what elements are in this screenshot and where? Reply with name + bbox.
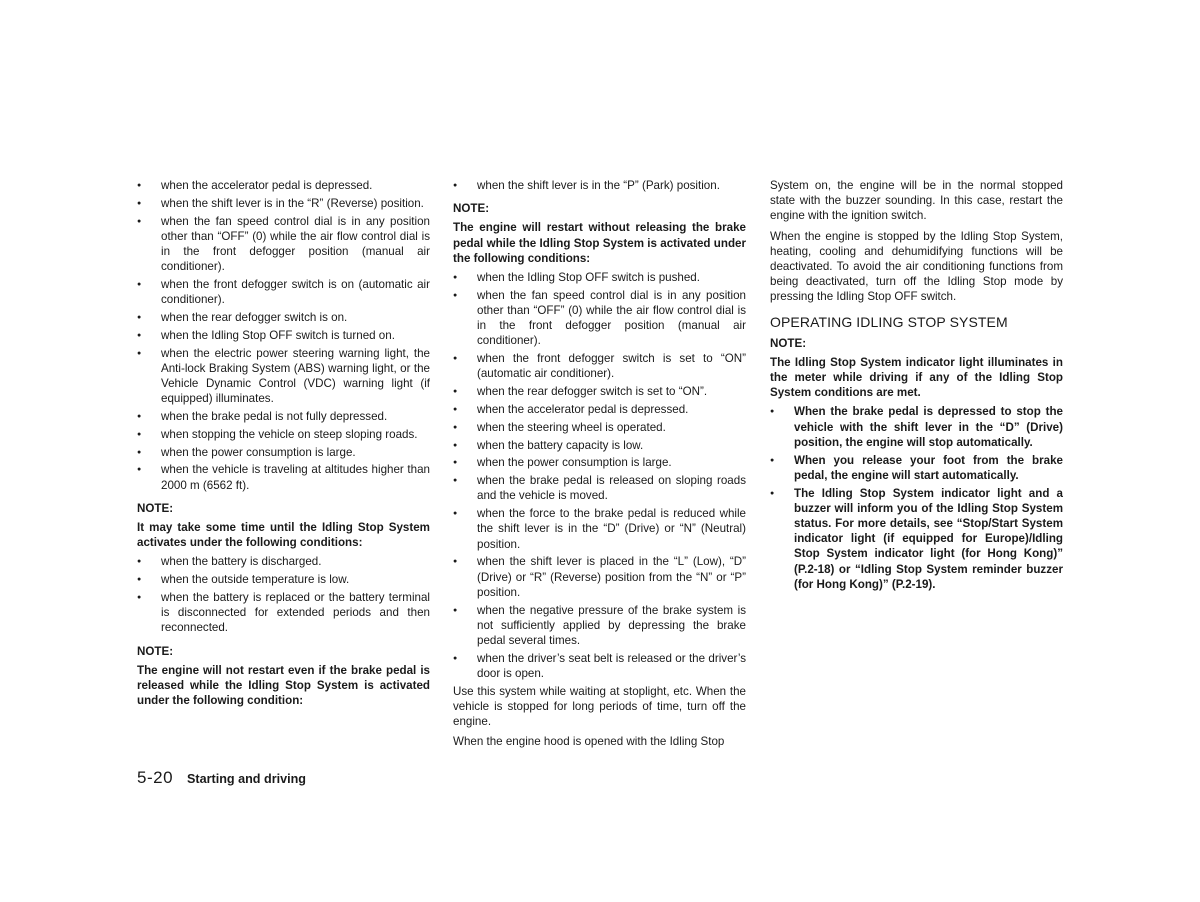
list-item: ● when the power consumption is large. bbox=[137, 445, 430, 460]
list-item: ● when the Idling Stop OFF switch is pushed. bbox=[453, 270, 746, 285]
note-label: NOTE: bbox=[770, 336, 807, 350]
list-item: ● when the brake pedal is released on sloping roads and the vehicle is moved. bbox=[453, 473, 746, 503]
list-item: ● when the power consumption is large. bbox=[453, 455, 746, 470]
list-item: ● when the fan speed control dial is in any position other than “OFF” (0) while the air flow control dial is in the front defogger position (manual air conditioner). bbox=[137, 214, 430, 275]
list-item: ● when the battery capacity is low. bbox=[453, 438, 746, 453]
note-text: The engine will restart without releasing the brake pedal while the Idling Stop System is activated under the following conditions: bbox=[453, 221, 746, 265]
list-item: ● when the front defogger switch is set to “ON” (automatic air conditioner). bbox=[453, 351, 746, 381]
list-item: ● when the brake pedal is not fully depressed. bbox=[137, 409, 430, 424]
list-item: ● when the battery is discharged. bbox=[137, 554, 430, 569]
list-item: ● when the rear defogger switch is on. bbox=[137, 310, 430, 325]
conditions-list bbox=[137, 178, 430, 493]
restart-conditions-list bbox=[453, 270, 746, 681]
conditions-list bbox=[453, 178, 746, 193]
list-item: ● when the outside temperature is low. bbox=[137, 572, 430, 587]
body-paragraph: When the engine is stopped by the Idling Stop System, heating, cooling and dehumidifying functions will be deactivated. To avoid the air conditioning functions from being deactivated, turn off the Idling Stop mode by pressing the Idling Stop OFF switch. bbox=[770, 229, 1063, 304]
list-item: ● when the shift lever is in the “R” (Reverse) position. bbox=[137, 196, 430, 211]
note-label: NOTE: bbox=[137, 501, 174, 515]
list-item: ● when the electric power steering warning light, the Anti-lock Braking System (ABS) warning light, or the Vehicle Dynamic Control (VDC) warning light (if equipped) illuminates. bbox=[137, 346, 430, 407]
body-paragraph: Use this system while waiting at stoplight, etc. When the vehicle is stopped for long periods of time, turn off the engine. bbox=[453, 684, 746, 729]
list-item: ● when the driver’s seat belt is released or the driver’s door is open. bbox=[453, 651, 746, 681]
delay-conditions-list bbox=[137, 554, 430, 635]
list-item: ● When the brake pedal is depressed to stop the vehicle with the shift lever in the “D” (Drive) position, the engine will stop automatically. bbox=[770, 404, 1063, 450]
page-number: 5-20 bbox=[137, 768, 174, 787]
operation-list bbox=[770, 404, 1063, 592]
list-item: ● When you release your foot from the brake pedal, the engine will start automatically. bbox=[770, 453, 1063, 483]
column-right bbox=[770, 178, 1063, 595]
note-text: It may take some time until the Idling Stop System activates under the following conditions: bbox=[137, 521, 430, 550]
body-paragraph: When the engine hood is opened with the Idling Stop bbox=[453, 735, 725, 749]
list-item: ● when the front defogger switch is on (automatic air conditioner). bbox=[137, 277, 430, 307]
list-item: ● when the accelerator pedal is depressed. bbox=[453, 402, 746, 417]
list-item: ● when the fan speed control dial is in any position other than “OFF” (0) while the air flow control dial is in the front defogger position (manual air conditioner). bbox=[453, 288, 746, 349]
column-left bbox=[137, 178, 430, 712]
list-item: ● when the accelerator pedal is depressed. bbox=[137, 178, 430, 193]
list-item: ● The Idling Stop System indicator light and a buzzer will inform you of the Idling Stop System status. For more details, see “Stop/Start System indicator light (if equipped for Europe)/Idling Stop System indicator light (for Hong Kong)” (P.2-18) or “Idling Stop System reminder buzzer (for Hong Kong)” (P.2-19). bbox=[770, 486, 1063, 592]
list-item: ● when the force to the brake pedal is reduced while the shift lever is in the “D” (Drive) or “N” (Neutral) position. bbox=[453, 506, 746, 552]
body-paragraph: System on, the engine will be in the normal stopped state with the buzzer sounding. In this case, restart the engine with the ignition switch. bbox=[770, 179, 1063, 223]
note-text: The engine will not restart even if the brake pedal is released while the Idling Stop System is activated under the following condition: bbox=[137, 663, 430, 708]
list-item: ● when the vehicle is traveling at altitudes higher than 2000 m (6562 ft). bbox=[137, 462, 430, 492]
list-item: ● when the steering wheel is operated. bbox=[453, 420, 746, 435]
note-label: NOTE: bbox=[137, 644, 174, 658]
list-item: ● when stopping the vehicle on steep sloping roads. bbox=[137, 427, 430, 442]
note-text: The Idling Stop System indicator light illuminates in the meter while driving if any of the Idling Stop System conditions are met. bbox=[770, 355, 1063, 400]
note-label: NOTE: bbox=[453, 202, 490, 216]
list-item: ● when the Idling Stop OFF switch is turned on. bbox=[137, 328, 430, 343]
list-item: ● when the shift lever is in the “P” (Park) position. bbox=[453, 178, 746, 193]
list-item: ● when the battery is replaced or the battery terminal is disconnected for extended periods and then reconnected. bbox=[137, 590, 430, 636]
list-item: ● when the shift lever is placed in the “L” (Low), “D” (Drive) or “R” (Reverse) position from the “N” or “P” position. bbox=[453, 554, 746, 600]
section-title: Starting and driving bbox=[187, 772, 306, 786]
list-item: ● when the rear defogger switch is set to “ON”. bbox=[453, 384, 746, 399]
column-middle bbox=[453, 178, 746, 755]
list-item: ● when the negative pressure of the brake system is not sufficiently applied by depressing the brake pedal several times. bbox=[453, 603, 746, 649]
section-heading: OPERATING IDLING STOP SYSTEM bbox=[770, 313, 1008, 330]
page-footer bbox=[137, 768, 306, 788]
